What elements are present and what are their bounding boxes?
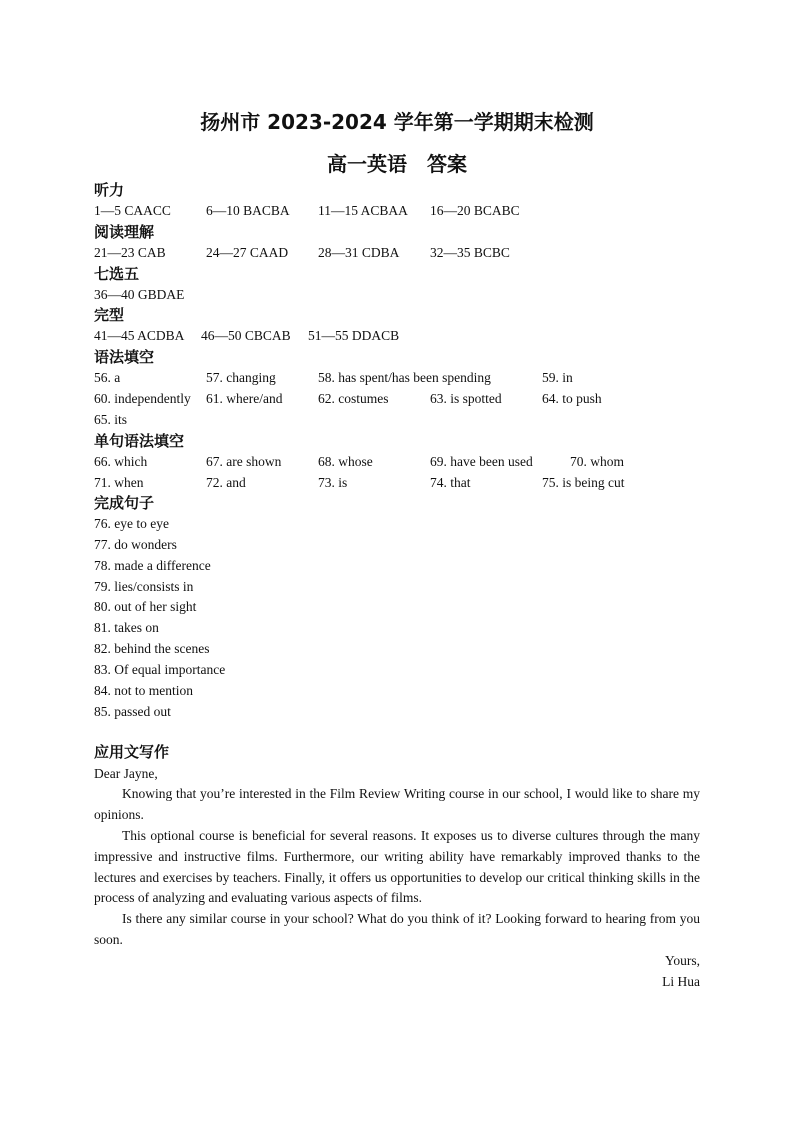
grammar-fill-heading: 语法填空 (94, 348, 155, 366)
answer-item: 73. is (318, 475, 348, 490)
letter-salutation: Dear Jayne, (94, 766, 158, 781)
answer-item: 60. independently (94, 391, 191, 406)
list-item: 82. behind the scenes (94, 641, 210, 656)
answer-group: 16—20 BCABC (430, 203, 520, 218)
answer-item: 63. is spotted (430, 391, 502, 406)
answer-group: 6—10 BACBA (206, 203, 290, 218)
answer-item: 75. is being cut (542, 475, 625, 490)
answer-item: 67. are shown (206, 454, 282, 469)
answer-item: 74. that (430, 475, 471, 490)
sentence-grammar-heading: 单句语法填空 (94, 432, 185, 450)
list-item: 81. takes on (94, 620, 159, 635)
answer-group: 28—31 CDBA (318, 245, 400, 260)
answer-item: 70. whom (570, 454, 624, 469)
list-item: 76. eye to eye (94, 516, 169, 531)
letter-closing: Yours, (664, 953, 700, 968)
list-item: 78. made a difference (94, 558, 211, 573)
page-subtitle: 高一英语 答案 (327, 152, 467, 176)
answer-item: 66. which (94, 454, 148, 469)
answer-group: 21—23 CAB (94, 245, 166, 260)
list-item: 80. out of her sight (94, 599, 197, 614)
answer-group: 46—50 CBCAB (201, 328, 291, 343)
answer-group: 11—15 ACBAA (318, 203, 408, 218)
letter-paragraph: Is there any similar course in your school? What do you think of it? Looking forward to hearing from you soon. (94, 911, 700, 947)
list-item: 79. lies/consists in (94, 579, 194, 594)
page-title: 扬州市 2023-2024 学年第一学期期末检测 (200, 110, 594, 134)
letter-paragraph: This optional course is beneficial for several reasons. It exposes us to diverse cultures through the many impressive and instructive films. Furthermore, our writing ability have remarkably improved thanks to the lectures and exercises by teachers. Finally, it offers us opportunities to develop our critical thinking skills in the process of analyzing and evaluating various aspects of films. (94, 828, 700, 906)
letter-signature: Li Hua (662, 974, 700, 989)
answer-item: 64. to push (542, 391, 602, 406)
writing-heading: 应用文写作 (94, 743, 170, 761)
complete-sentences-heading: 完成句子 (94, 494, 155, 512)
list-item: 84. not to mention (94, 683, 193, 698)
answer-group: 36—40 GBDAE (94, 287, 185, 302)
answer-item: 59. in (542, 370, 573, 385)
answer-item: 56. a (94, 370, 121, 385)
answer-item: 61. where/and (206, 391, 283, 406)
answer-item: 58. has spent/has been spending (318, 370, 491, 385)
answer-item: 72. and (206, 475, 246, 490)
answer-group: 32—35 BCBC (430, 245, 510, 260)
list-item: 77. do wonders (94, 537, 177, 552)
answer-item: 69. have been used (430, 454, 533, 469)
answer-group: 24—27 CAAD (206, 245, 289, 260)
answer-item: 57. changing (206, 370, 276, 385)
answer-item: 62. costumes (318, 391, 389, 406)
listening-heading: 听力 (94, 181, 125, 199)
reading-heading: 阅读理解 (94, 223, 155, 241)
letter-paragraph: Knowing that you’re interested in the Film Review Writing course in our school, I would like to share my opinions. (94, 786, 700, 822)
seven-choose-five-heading: 七选五 (94, 265, 140, 283)
answer-item: 65. its (94, 412, 128, 427)
answer-group: 1—5 CAACC (94, 203, 171, 218)
cloze-heading: 完型 (94, 306, 125, 324)
answer-item: 71. when (94, 475, 144, 490)
list-item: 85. passed out (94, 704, 171, 719)
answer-item: 68. whose (318, 454, 373, 469)
answer-group: 51—55 DDACB (308, 328, 400, 343)
answer-group: 41—45 ACDBA (94, 328, 185, 343)
list-item: 83. Of equal importance (94, 662, 226, 677)
